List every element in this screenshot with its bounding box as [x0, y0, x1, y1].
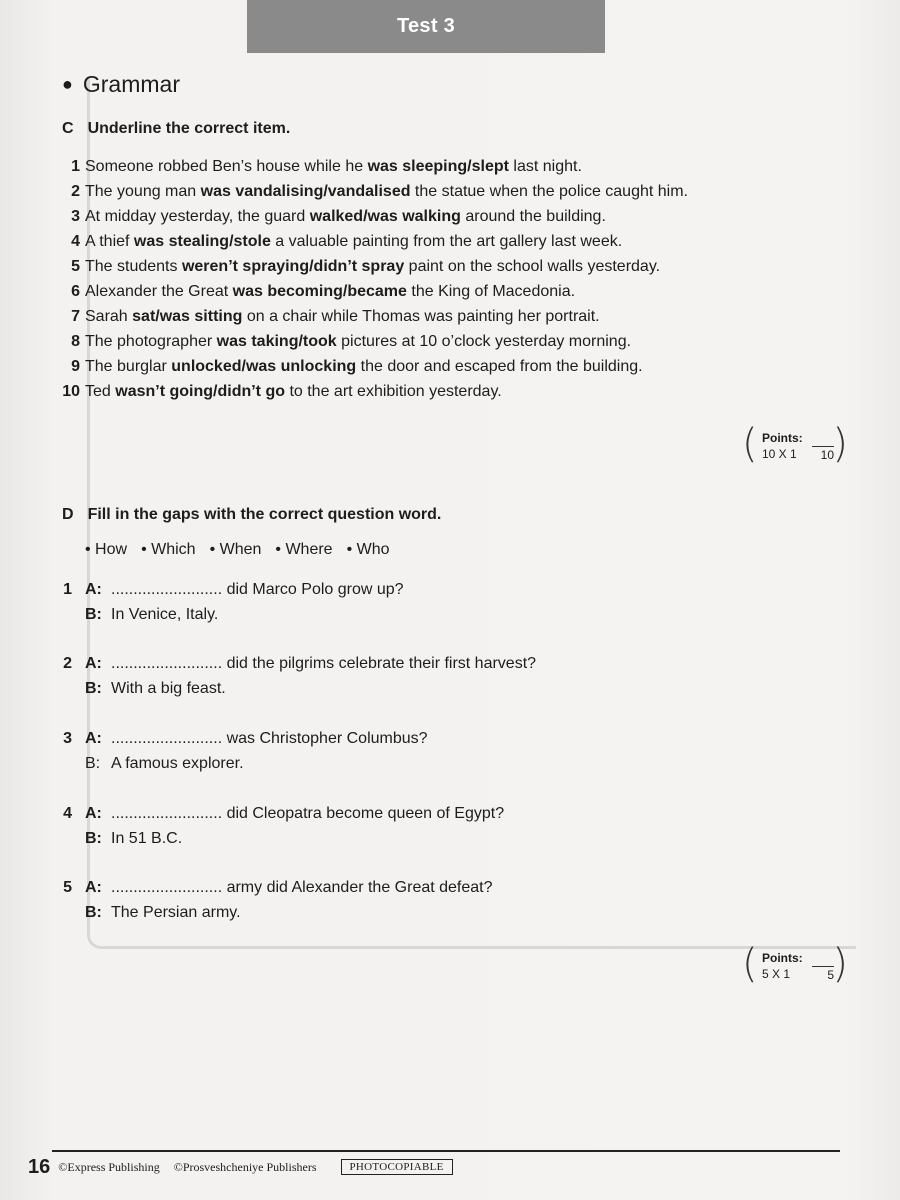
list-item [50, 229, 810, 254]
speaker-b: B: [85, 755, 101, 772]
list-item [50, 254, 810, 279]
page-number: 16 [28, 1155, 51, 1178]
question-word-options [85, 541, 390, 559]
option-word: • Who [346, 541, 390, 558]
question-4 [50, 801, 750, 851]
list-item [50, 304, 810, 329]
speaker-b: B: [85, 830, 102, 847]
item-text: paint on the school walls yesterday. [404, 258, 661, 275]
left-paren: ( [742, 941, 758, 987]
task-d-heading [62, 506, 441, 524]
answer-line: In 51 B.C. [111, 830, 183, 847]
item-choice[interactable]: was vandalising/vandalised [200, 183, 411, 200]
speaker-a: A: [85, 655, 102, 672]
task-c-heading [62, 120, 290, 138]
question-number: 5 [63, 879, 72, 896]
question-2 [50, 651, 750, 701]
item-number: 1 [71, 158, 80, 175]
item-number: 8 [71, 333, 80, 350]
question-5 [50, 875, 750, 925]
item-number: 7 [71, 308, 80, 325]
right-paren: ) [832, 941, 848, 987]
question-number: 2 [63, 655, 72, 672]
section-title: Grammar [82, 71, 180, 97]
points-total: 10 [820, 448, 834, 462]
page-footer [28, 1155, 453, 1179]
item-text: A thief [85, 233, 134, 250]
list-item [50, 379, 810, 404]
speaker-b: B: [85, 606, 102, 623]
speaker-a: A: [85, 581, 102, 598]
task-c-items [50, 154, 810, 404]
question-gap-line[interactable]: ......................... army did Alexander the Great defeat? [111, 879, 493, 896]
item-number: 6 [71, 283, 80, 300]
item-text: pictures at 10 o’clock yesterday morning. [336, 333, 632, 350]
item-text: The young man [85, 183, 201, 200]
item-choice[interactable]: was becoming/became [232, 283, 407, 300]
speaker-a: A: [85, 730, 102, 747]
item-text: a valuable painting from the art gallery last week. [270, 233, 623, 250]
item-text: the statue when the police caught him. [410, 183, 688, 200]
item-number: 10 [62, 383, 80, 400]
question-number: 3 [63, 730, 72, 747]
item-number: 5 [71, 258, 80, 275]
option-word: • Which [141, 541, 196, 558]
item-text: last night. [508, 158, 582, 175]
item-text: around the building. [460, 208, 606, 225]
task-instruction: Fill in the gaps with the correct question word. [87, 506, 442, 523]
question-gap-line[interactable]: ......................... was Christopher Columbus? [111, 730, 428, 747]
points-label: Points: [762, 951, 803, 965]
answer-line: The Persian army. [111, 904, 241, 921]
list-item [50, 179, 810, 204]
item-text: to the art exhibition yesterday. [285, 383, 502, 400]
item-text: Ted [85, 383, 116, 400]
question-3 [50, 726, 750, 776]
item-choice[interactable]: unlocked/was unlocking [171, 358, 357, 375]
item-text: The students [85, 258, 182, 275]
item-text: on a chair while Thomas was painting her portrait. [242, 308, 600, 325]
item-number: 9 [71, 358, 80, 375]
speaker-b: B: [85, 680, 102, 697]
test-title: Test 3 [396, 15, 456, 37]
item-number: 3 [71, 208, 80, 225]
speaker-a: A: [85, 879, 102, 896]
answer-line: In Venice, Italy. [111, 606, 219, 623]
option-word: • Where [275, 541, 333, 558]
item-text: the King of Macedonia. [406, 283, 576, 300]
task-letter: C [62, 120, 74, 137]
item-number: 2 [71, 183, 80, 200]
answer-line: A famous explorer. [111, 755, 244, 772]
list-item [50, 154, 810, 179]
left-paren: ( [742, 421, 758, 467]
item-choice[interactable]: weren’t spraying/didn’t spray [181, 258, 405, 275]
option-word: • How [85, 541, 128, 558]
item-choice[interactable]: sat/was sitting [132, 308, 243, 325]
points-calc: 5 X 1 [762, 967, 791, 981]
item-number: 4 [71, 233, 80, 250]
list-item [50, 204, 810, 229]
points-total: 5 [827, 968, 834, 982]
points-label: Points: [762, 431, 803, 445]
list-item [50, 279, 810, 304]
task-instruction: Underline the correct item. [87, 120, 291, 137]
item-text: Someone robbed Ben’s house while he [85, 158, 368, 175]
speaker-b: B: [85, 904, 102, 921]
item-choice[interactable]: was stealing/stole [133, 233, 271, 250]
question-number: 4 [63, 805, 72, 822]
question-gap-line[interactable]: ......................... did Cleopatra become queen of Egypt? [111, 805, 505, 822]
option-word: • When [209, 541, 262, 558]
points-calc: 10 X 1 [762, 447, 797, 461]
publisher-credit: ©Prosveshcheniye Publishers [173, 1159, 317, 1174]
item-text: At midday yesterday, the guard [85, 208, 310, 225]
test-title-bar [247, 0, 605, 53]
bullet-icon: ● [62, 74, 73, 94]
question-1 [50, 577, 750, 627]
publisher-credit: ©Express Publishing [58, 1159, 160, 1174]
question-gap-line[interactable]: ......................... did the pilgrims celebrate their first harvest? [111, 655, 537, 672]
item-text: Alexander the Great [85, 283, 233, 300]
item-choice[interactable]: was taking/took [216, 333, 337, 350]
item-choice[interactable]: walked/was walking [309, 208, 461, 225]
answer-line: With a big feast. [111, 680, 226, 697]
photocopiable-stamp: PHOTOCOPIABLE [341, 1159, 453, 1175]
question-gap-line[interactable]: ......................... did Marco Polo grow up? [111, 581, 404, 598]
points-box-d [742, 941, 848, 987]
item-choice[interactable]: was sleeping/slept [367, 158, 509, 175]
item-choice[interactable]: wasn’t going/didn’t go [115, 383, 285, 400]
footer-rule [52, 1150, 840, 1152]
list-item [50, 354, 810, 379]
question-number: 1 [63, 581, 72, 598]
task-letter: D [62, 506, 74, 523]
item-text: The photographer [85, 333, 217, 350]
item-text: Sarah [85, 308, 133, 325]
section-heading [62, 71, 180, 98]
speaker-a: A: [85, 805, 102, 822]
item-text: The burglar [85, 358, 172, 375]
list-item [50, 329, 810, 354]
item-text: the door and escaped from the building. [356, 358, 643, 375]
right-paren: ) [832, 421, 848, 467]
points-box-c [742, 421, 848, 467]
